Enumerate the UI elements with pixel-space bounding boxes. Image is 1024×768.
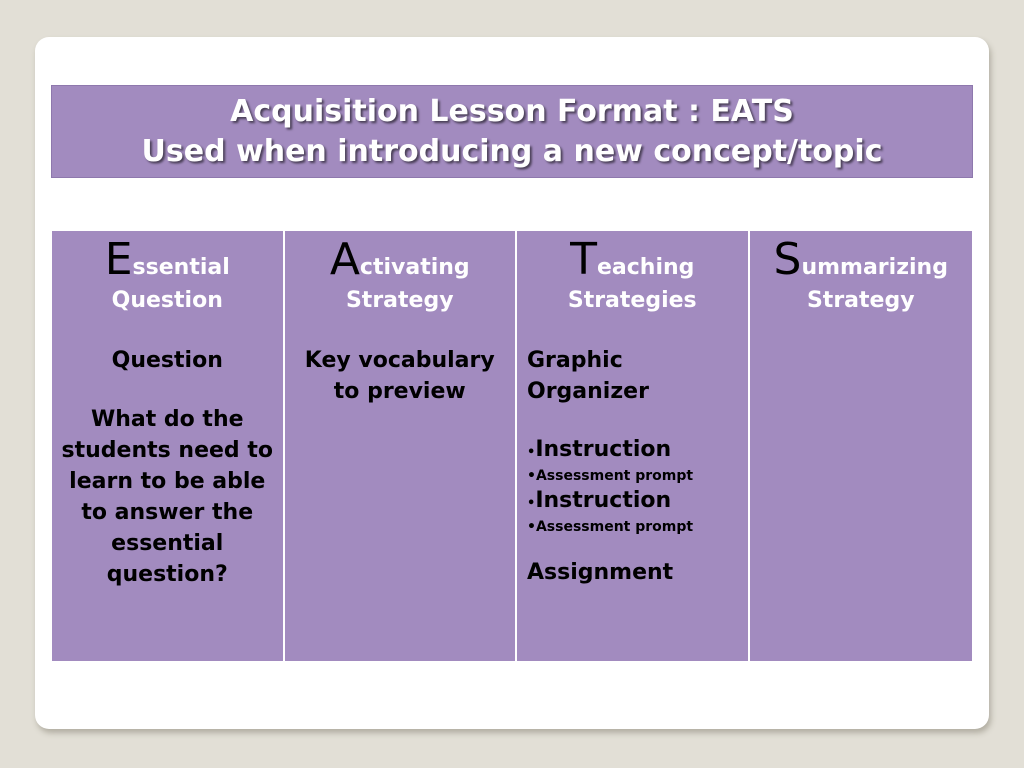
column-heading (60, 234, 275, 317)
heading-rest: ctivating (359, 255, 470, 280)
body-text: What do the students need to learn to be able to answer the essential question? (61, 407, 273, 587)
body-text: Question (111, 348, 223, 373)
bullet-item: •Assessment prompt (527, 468, 694, 484)
title-bar (51, 85, 973, 178)
column-activating-strategy (285, 231, 516, 661)
column-summarizing-strategy (750, 231, 973, 661)
heading-line-2: Strategy (345, 288, 454, 313)
heading-rest: ummarizing (801, 255, 948, 280)
heading-line-2: Strategies (567, 288, 697, 313)
bullet-item: •Instruction (527, 437, 672, 462)
heading-letter: E (104, 234, 133, 285)
heading-letter: A (329, 234, 360, 285)
column-heading (293, 234, 508, 317)
heading-rest: eaching (596, 255, 695, 280)
graphic-organizer-text: Graphic Organizer (527, 348, 649, 404)
title-line-1: Acquisition Lesson Format : EATS (230, 93, 794, 129)
assignment-text: Assignment (527, 560, 674, 585)
eats-table (51, 230, 973, 662)
bullet-item: •Assessment prompt (527, 519, 694, 535)
column-essential-question (52, 231, 283, 661)
heading-line-2: Question (111, 288, 223, 313)
heading-letter: S (773, 234, 802, 285)
title-line-2: Used when introducing a new concept/topic (141, 133, 883, 169)
heading-letter: T (570, 234, 597, 285)
column-heading (525, 234, 740, 317)
column-heading (754, 234, 969, 317)
heading-line-2: Strategy (806, 288, 915, 313)
column-teaching-strategies (517, 231, 748, 661)
bullet-item: •Instruction (527, 488, 672, 513)
body-text: Key vocabulary to preview (304, 348, 495, 404)
heading-rest: ssential (132, 255, 230, 280)
